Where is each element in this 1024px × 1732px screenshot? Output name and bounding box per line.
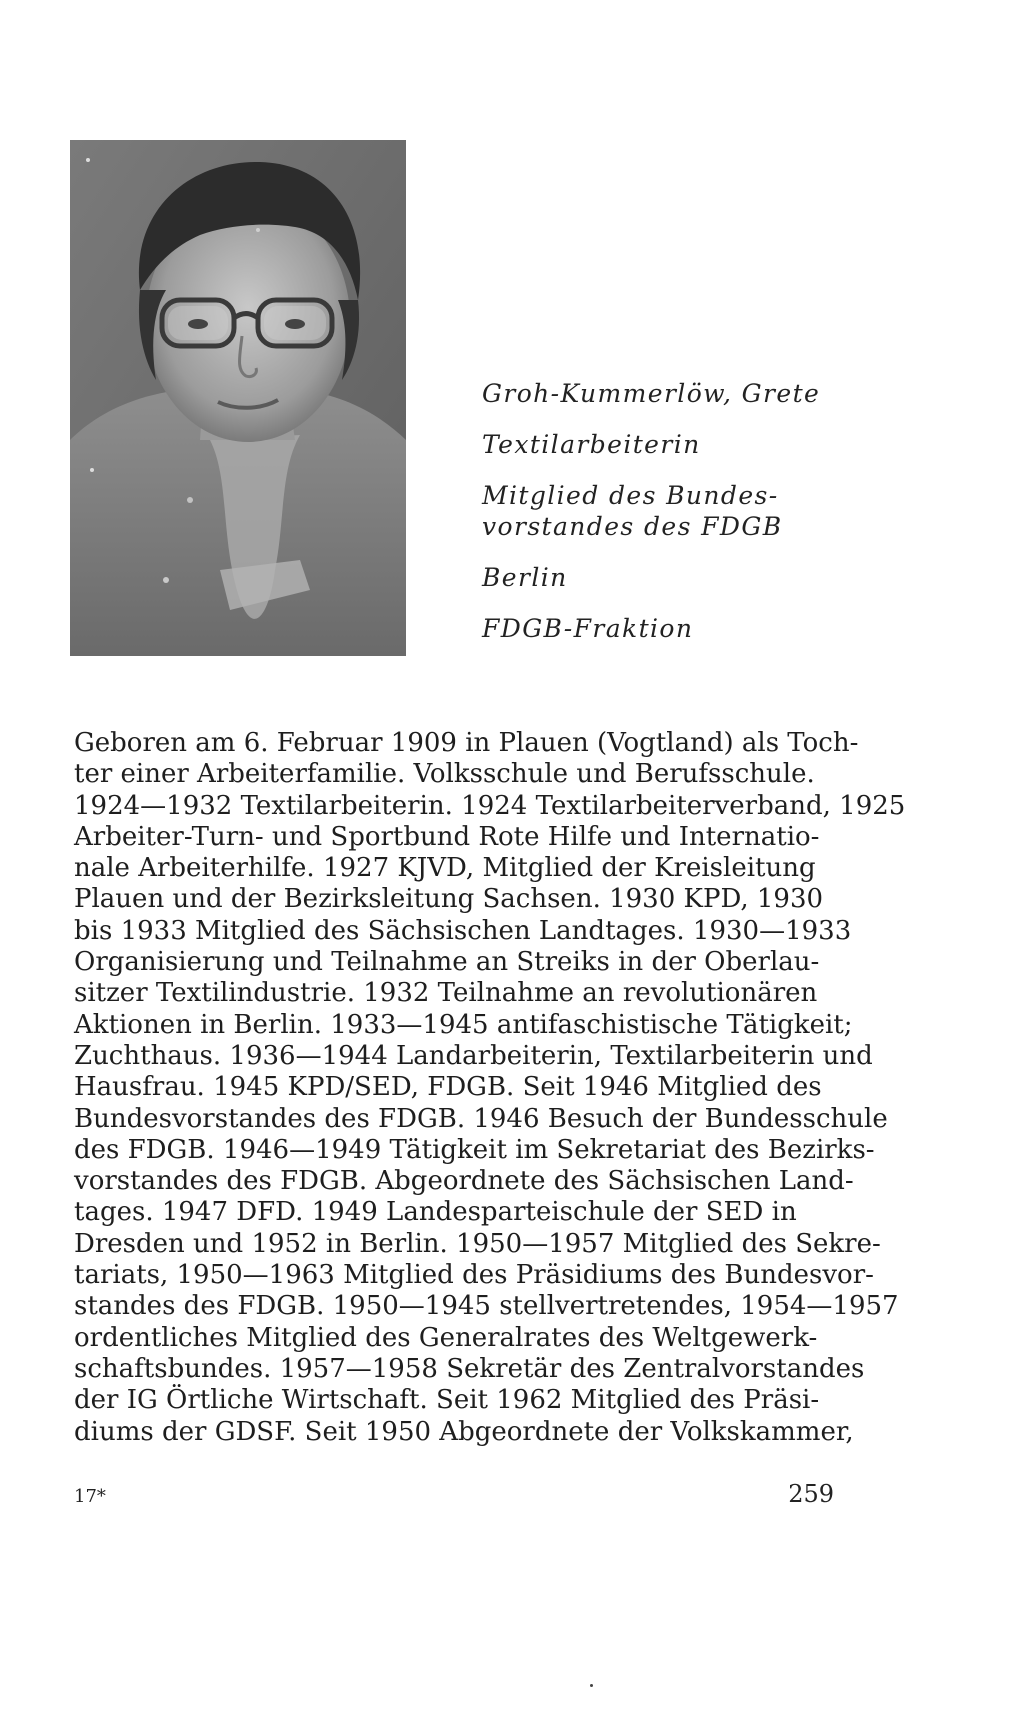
signature-mark: 17* bbox=[74, 1486, 106, 1507]
biography-line: standes des FDGB. 1950—1945 stellvertretendes, 1954—1957 bbox=[74, 1291, 899, 1322]
person-name: Groh-Kummerlöw, Grete bbox=[482, 379, 821, 408]
biography-text bbox=[74, 728, 906, 1448]
biography-line: Organisierung und Teilnahme an Streiks in der Oberlau- bbox=[74, 947, 820, 978]
faction-block bbox=[482, 613, 902, 644]
biography-line: diums der GDSF. Seit 1950 Abgeordnete der Volkskammer, bbox=[74, 1416, 854, 1447]
person-name-block bbox=[482, 378, 902, 409]
page-footer bbox=[74, 1480, 834, 1516]
print-speck bbox=[590, 1684, 593, 1687]
biography-line: tariats, 1950—1963 Mitglied des Präsidiums des Bundesvor- bbox=[74, 1260, 874, 1291]
biography-line: nale Arbeiterhilfe. 1927 KJVD, Mitglied der Kreisleitung bbox=[74, 853, 816, 884]
biography-line: Bundesvorstandes des FDGB. 1946 Besuch der Bundesschule bbox=[74, 1103, 888, 1134]
biography-line: schaftsbundes. 1957—1958 Sekretär des Zentralvorstandes bbox=[74, 1353, 865, 1384]
position-line: Mitglied des Bundes- bbox=[482, 481, 779, 510]
biography-line: Arbeiter-Turn- und Sportbund Rote Hilfe und Internatio- bbox=[74, 821, 820, 852]
biography-line: ter einer Arbeiterfamilie. Volksschule und Berufsschule. bbox=[74, 759, 815, 790]
biography-line: des FDGB. 1946—1949 Tätigkeit im Sekretariat des Bezirks- bbox=[74, 1134, 875, 1165]
biography-line: Zuchthaus. 1936—1944 Landarbeiterin, Textilarbeiterin und bbox=[74, 1040, 873, 1071]
occupation-block bbox=[482, 429, 902, 460]
location: Berlin bbox=[482, 563, 568, 592]
biography-line: vorstandes des FDGB. Abgeordnete des Sächsischen Land- bbox=[74, 1166, 854, 1197]
faction: FDGB-Fraktion bbox=[482, 614, 694, 643]
biography-line: Dresden und 1952 in Berlin. 1950—1957 Mitglied des Sekre- bbox=[74, 1228, 881, 1259]
biography-line: ordentliches Mitglied des Generalrates des Weltgewerk- bbox=[74, 1322, 818, 1353]
portrait-photo bbox=[70, 140, 406, 656]
biography-line: Aktionen in Berlin. 1933—1945 antifaschistische Tätigkeit; bbox=[74, 1009, 853, 1040]
biography-line: Plauen und der Bezirksleitung Sachsen. 1930 KPD, 1930 bbox=[74, 884, 824, 915]
biography-line: Hausfrau. 1945 KPD/SED, FDGB. Seit 1946 Mitglied des bbox=[74, 1072, 822, 1103]
position-line: vorstandes des FDGB bbox=[482, 512, 783, 541]
occupation: Textilarbeiterin bbox=[482, 430, 701, 459]
header-info bbox=[482, 378, 902, 664]
page-number: 259 bbox=[788, 1480, 834, 1508]
biography-line: tages. 1947 DFD. 1949 Landesparteischule der SED in bbox=[74, 1197, 797, 1228]
location-block bbox=[482, 562, 902, 593]
biography-line: Geboren am 6. Februar 1909 in Plauen (Vogtland) als Toch- bbox=[74, 728, 859, 758]
position-block bbox=[482, 480, 902, 542]
biography-line: sitzer Textilindustrie. 1932 Teilnahme an revolutionären bbox=[74, 978, 818, 1009]
biography-line: 1924—1932 Textilarbeiterin. 1924 Textilarbeiterverband, 1925 bbox=[74, 790, 906, 821]
biography-line: bis 1933 Mitglied des Sächsischen Landtages. 1930—1933 bbox=[74, 915, 852, 946]
biography-line: der IG Örtliche Wirtschaft. Seit 1962 Mitglied des Präsi- bbox=[74, 1385, 820, 1416]
